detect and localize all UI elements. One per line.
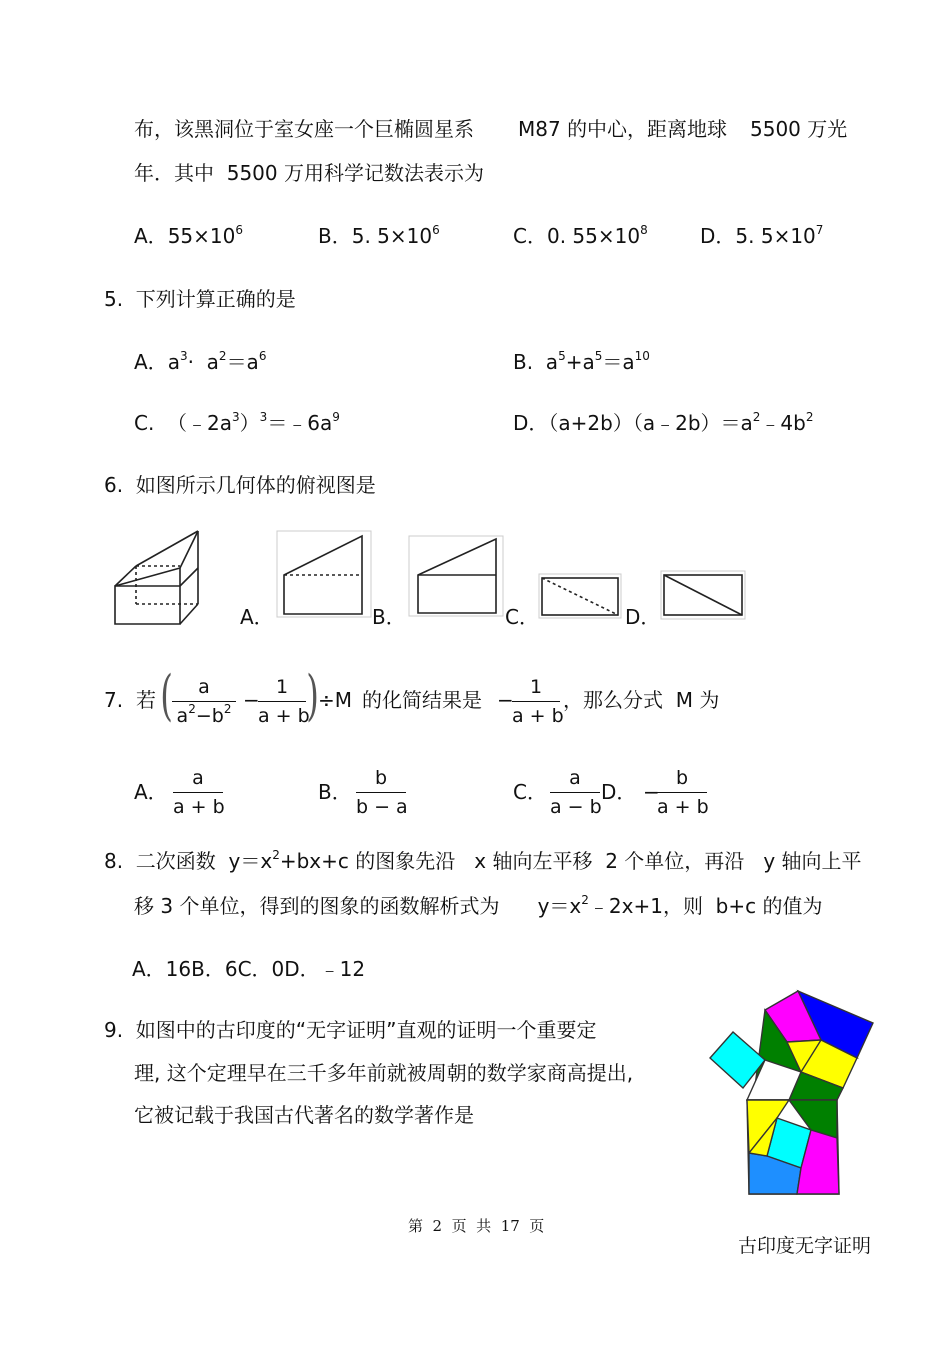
q6-label-a: A． xyxy=(240,605,274,629)
q5-stem: 5. 下列计算正确的是 xyxy=(104,287,296,311)
q4-line1: 布，该黑洞位于室女座一个巨椭圆星系 xyxy=(134,117,474,141)
q9-line1: 9. 如图中的古印度的“无字证明”直观的证明一个重要定 xyxy=(104,1018,597,1042)
q4-option-d: D．5. $5\times 10^7$ xyxy=(700,223,824,248)
q6-view-b xyxy=(408,535,504,617)
q7-result-fraction: 1 a + b xyxy=(512,676,564,727)
q7-option-d-fraction: b a + b xyxy=(657,767,709,818)
q7-ruo: 若 xyxy=(136,688,156,712)
q8-line2: 移 3 个单位，得到的图象的函数解析式为 $y=x^2﹣2x+1$，则 b+c 的值为 xyxy=(134,893,823,918)
q7-option-b-label: B． xyxy=(318,780,352,804)
q7-divide-m: ÷M xyxy=(318,688,353,712)
q4-line1b: M87 的中心，距离地球 xyxy=(518,117,728,141)
q8-line1: 8. 二次函数 $y=x^2+bx+c$ 的图象先沿 x 轴向左平移 2 个单位，再沿 y 轴向上平 xyxy=(104,848,862,873)
q7-option-a-fraction: a a + b xyxy=(173,767,225,818)
q6-stem: 6. 如图所示几何体的俯视图是 xyxy=(104,473,376,497)
q6-view-d xyxy=(660,570,746,620)
q4-line2: 年．其中 5500 万用科学记数法表示为 xyxy=(134,161,484,185)
q7-mid-text: 的化简结果是 xyxy=(362,688,482,712)
q6-solid-figure xyxy=(110,528,210,628)
q4-option-a: A．$55\times 10^6$ xyxy=(134,223,243,248)
q6-label-b: B． xyxy=(372,605,406,629)
q4-option-c: C．0. $55\times 10^8$ xyxy=(513,223,648,248)
q7-option-c-fraction: a a − b xyxy=(550,767,602,818)
q7-left-paren: ( xyxy=(160,664,173,727)
q7-option-b-fraction: b b − a xyxy=(356,767,408,818)
q7-option-d-sign: − xyxy=(643,780,660,804)
q7-right-paren: ) xyxy=(306,664,319,727)
q7-option-c-label: C． xyxy=(513,780,547,804)
q9-pythagoras-figure xyxy=(705,988,880,1198)
q7-fraction-2: 1 a + b xyxy=(258,676,310,727)
q4-option-b: B．5. $5\times 10^6$ xyxy=(318,223,440,248)
q5-option-a: A．$a^3\cdot a^2=a^6$ xyxy=(134,349,267,374)
q7-tail: ，那么分式 M 为 xyxy=(563,688,720,712)
q9-line3: 它被记载于我国古代著名的数学著作是 xyxy=(134,1103,474,1127)
q7-fraction-1: a $a^2-b^2$ xyxy=(172,676,236,727)
q9-line2: 理, 这个定理早在三千多年前就被周朝的数学家商高提出, xyxy=(134,1061,634,1085)
q5-option-b: B. $a^5+a^5=a^{10}$ xyxy=(513,349,650,374)
q8-options: A．16B．6C．0D．﹣12 xyxy=(132,957,366,981)
q7-option-d-label: D． xyxy=(601,780,637,804)
q5-option-c: C. $(﹣2a^3)^3=﹣6a^9$ xyxy=(134,410,340,435)
q7-minus: − xyxy=(243,688,260,712)
q5-option-d: D．$(a+2b)(a﹣2b)=a^2﹣4b^2$ xyxy=(513,410,814,435)
q6-view-c xyxy=(538,573,622,619)
q6-label-d: D． xyxy=(625,605,661,629)
q4-line1c: 5500 万光 xyxy=(750,117,848,141)
page-footer: 第 2 页 共 17 页 xyxy=(408,1217,545,1235)
q6-label-c: C． xyxy=(505,605,539,629)
q7-number: 7. xyxy=(104,688,124,712)
q7-option-a-label: A． xyxy=(134,780,168,804)
q6-view-a xyxy=(276,530,372,618)
q7-result-sign: − xyxy=(497,688,514,712)
q9-figure-caption: 古印度无字证明 xyxy=(738,1235,872,1257)
